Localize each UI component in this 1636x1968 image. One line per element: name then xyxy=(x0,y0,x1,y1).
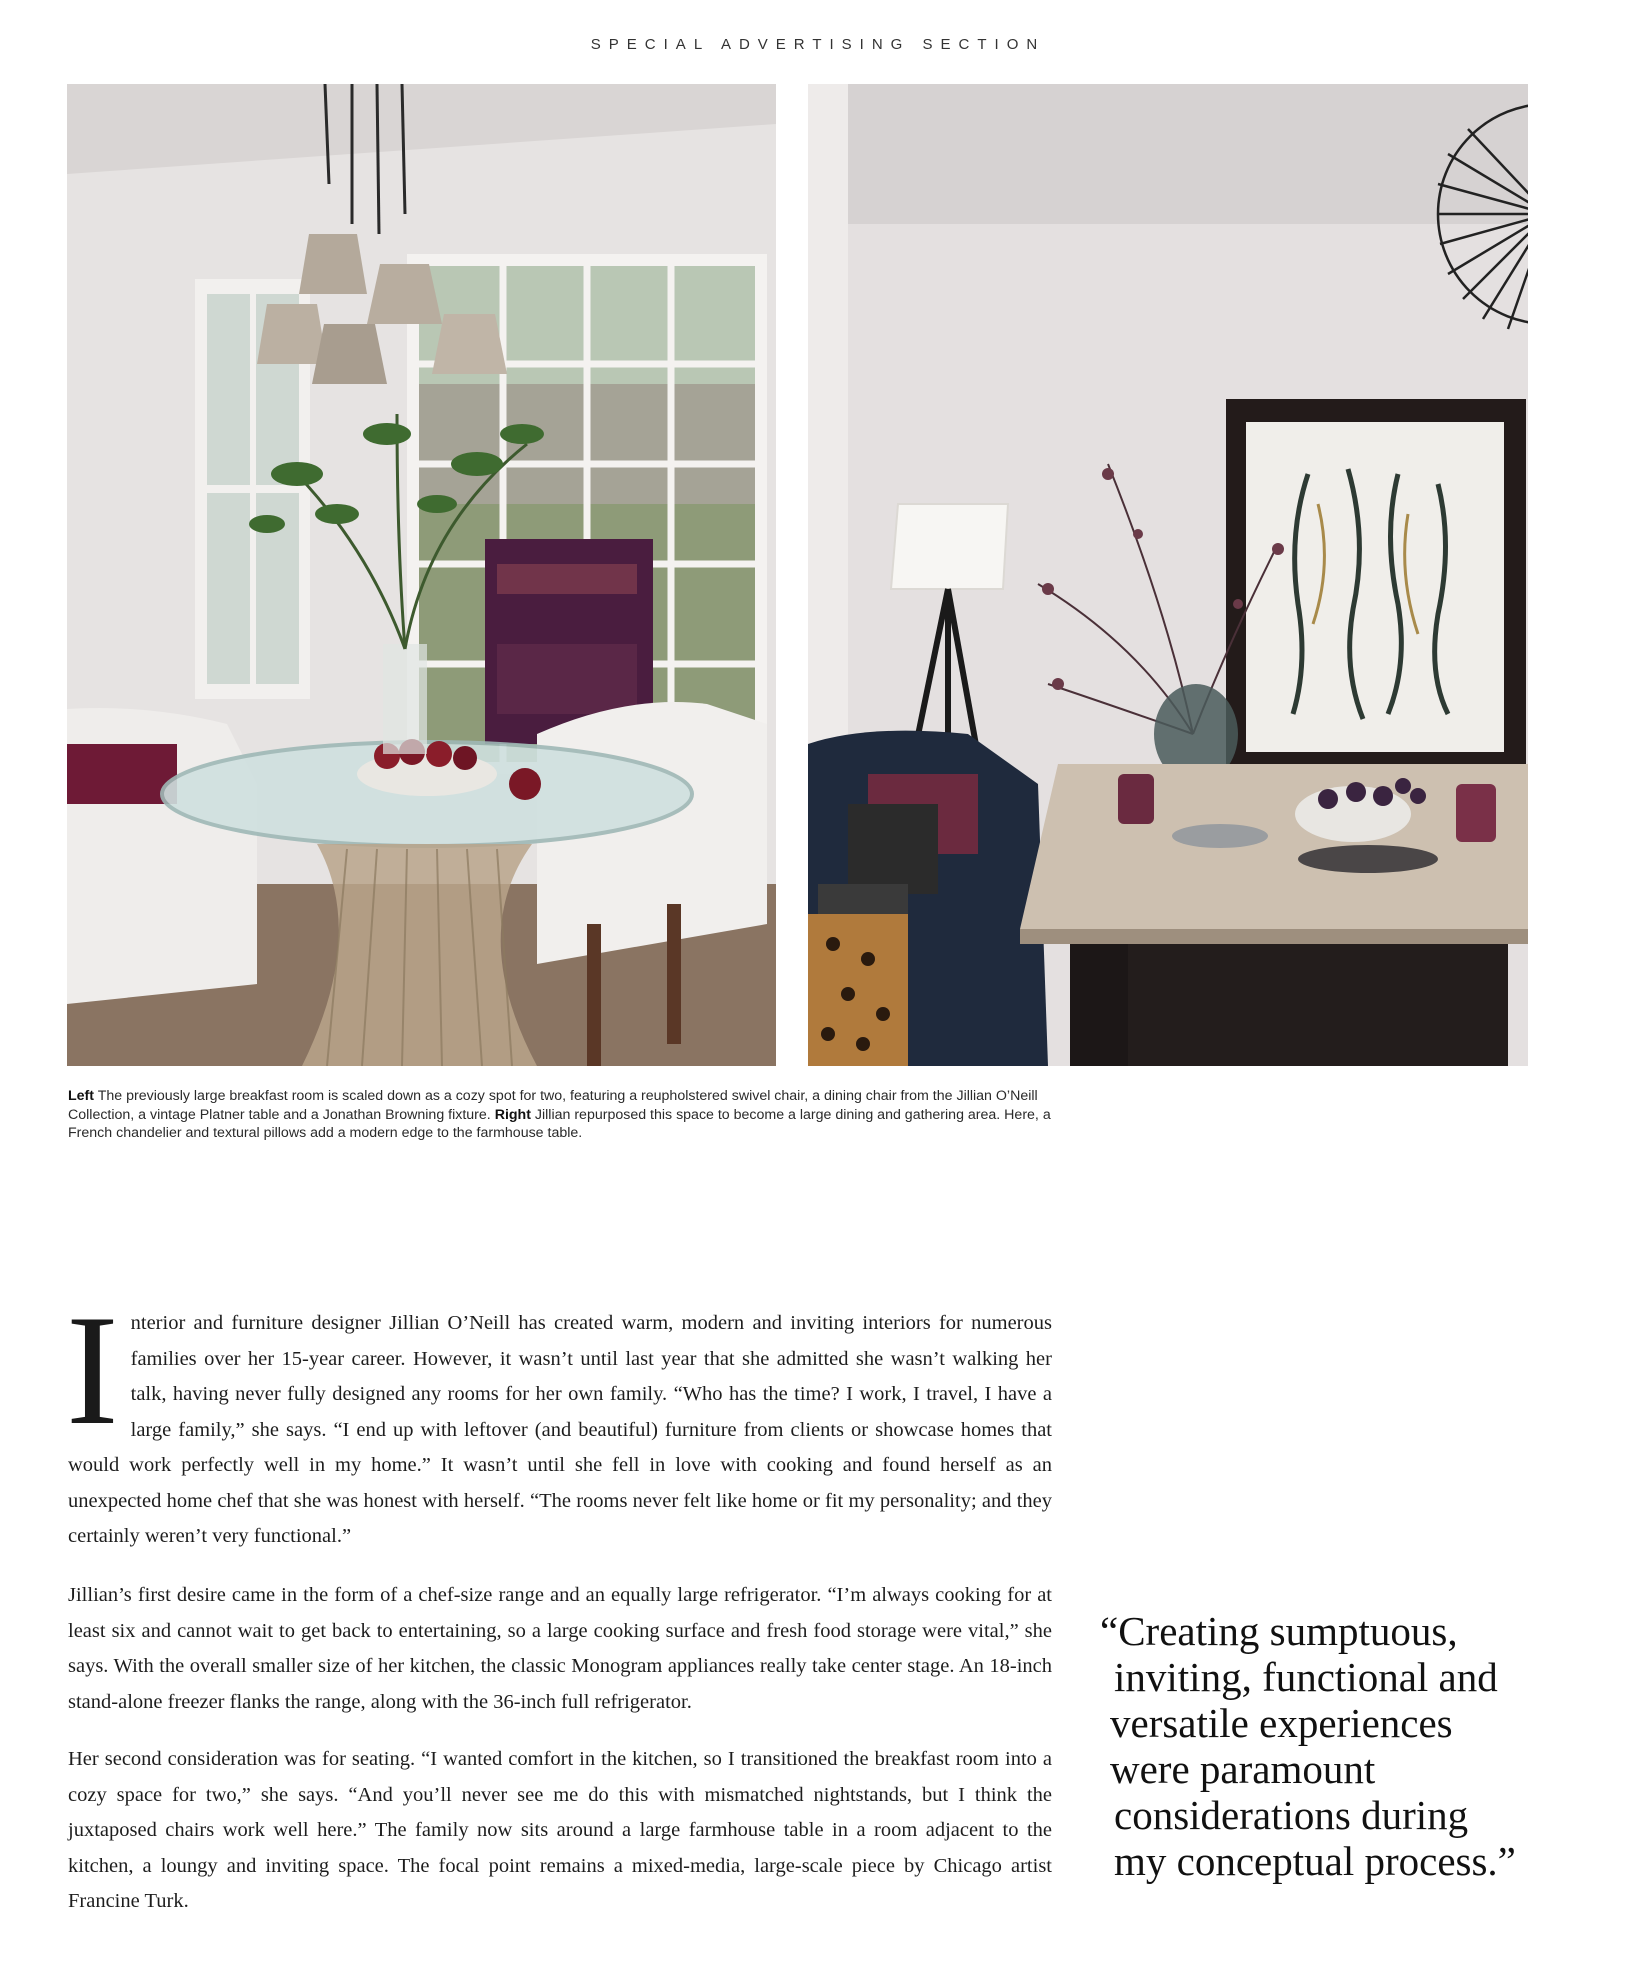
section-header: SPECIAL ADVERTISING SECTION xyxy=(590,36,1046,53)
caption-left-label: Left xyxy=(68,1088,95,1104)
caption-right-text: Jillian repurposed this space to become a large dining and gathering area. Here, a French chandelier and textural pillows add a modern edge to the farmhouse table. xyxy=(68,1106,1051,1141)
pull-quote-line: versatile experiences xyxy=(1110,1700,1453,1746)
pull-quote-line: considerations during xyxy=(1114,1792,1469,1838)
article-paragraph-3 xyxy=(68,1742,1052,1920)
caption-left-text: The previously large breakfast room is scaled down as a cozy spot for two, featuring a reupholstered swivel chair, a dining chair from the Jillian O’Neill Collection, a vintage Platner table and a Jonathan Browning fixture. xyxy=(68,1088,1038,1123)
pull-quote-line: were paramount xyxy=(1110,1746,1376,1792)
pull-quote-line: inviting, functional and xyxy=(1114,1654,1498,1700)
pull-quote-line: “Creating sumptuous, xyxy=(1100,1608,1458,1654)
photo-caption xyxy=(68,1087,1068,1143)
photo-breakfast-room xyxy=(67,84,776,1066)
article-paragraph-2 xyxy=(68,1578,1052,1720)
pull-quote xyxy=(1100,1608,1560,1884)
drop-cap: I xyxy=(66,1283,119,1458)
article-paragraph-1 xyxy=(66,1283,1052,1555)
photo-dining-area xyxy=(808,84,1528,1066)
paragraph-3-text: Her second consideration was for seating. “I wanted comfort in the kitchen, so I transitioned the breakfast room into a cozy space for two,” she says. “And you’ll never see me do this with mismatched nightstands, but I think the juxtaposed chairs work well here.” The family now sits around a large farmhouse table in a room adjacent to the kitchen, a loungy and inviting space. The focal point remains a mixed-media, large-scale piece by Chicago artist Francine Turk. xyxy=(68,1748,1052,1912)
paragraph-2-text: Jillian’s first desire came in the form of a chef-size range and an equally large refrigerator. “I’m always cooking for at least six and cannot wait to get back to entertaining, so a large cooking surface and fresh food storage were vital,” she says. With the overall smaller size of her kitchen, the classic Monogram appliances really take center stage. An 18-inch stand-alone freezer flanks the range, along with the 36-inch full refrigerator. xyxy=(68,1584,1052,1713)
caption-right-label: Right xyxy=(494,1106,531,1123)
paragraph-1-text: nterior and furniture designer Jillian O’Neill has created warm, modern and inviting interiors for numerous families over her 15-year career. However, it wasn’t until last year that she admitted she wasn’t walking her talk, having never fully designed any rooms for her own family. “Who has the time? I work, I travel, I have a large family,” she says. “I end up with leftover (and beautiful) furniture from clients or showcase homes that would work perfectly well in my home.” It wasn’t until she fell in love with cooking and found herself as an unexpected home chef that she was honest with herself. “The rooms never felt like home or fit my personality; and they certainly weren’t very functional.” xyxy=(68,1312,1052,1547)
pull-quote-line: my conceptual process.” xyxy=(1114,1838,1516,1884)
